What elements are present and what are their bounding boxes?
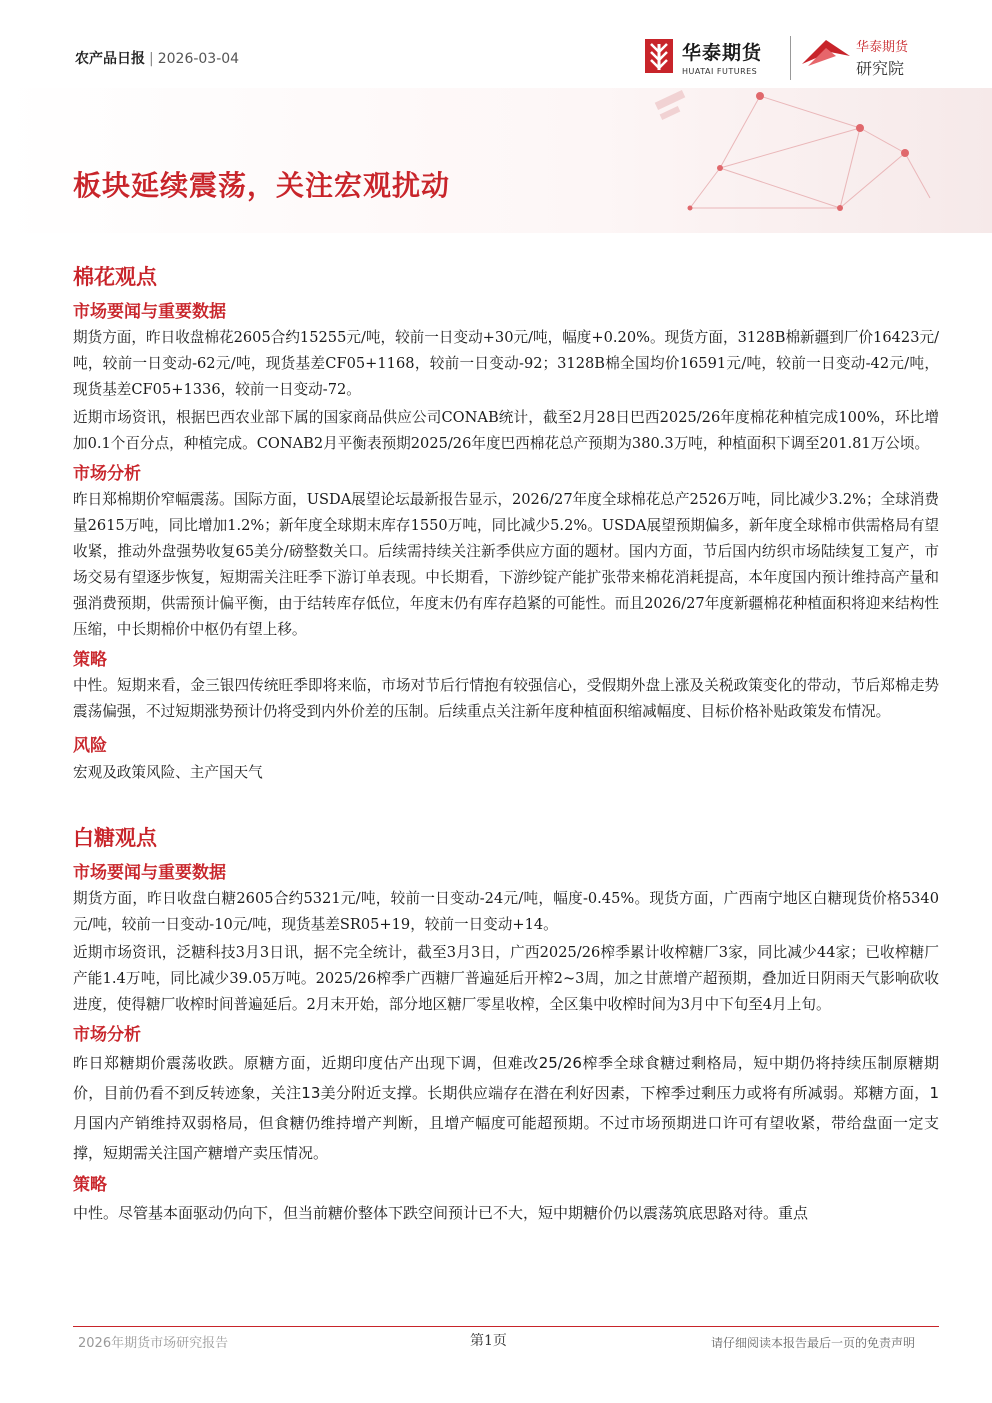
cotton-strategy-title: 策略 bbox=[73, 650, 107, 670]
page-footer bbox=[0, 1320, 992, 1360]
footer-report-name: 2026年期货市场研究报告 bbox=[78, 1336, 229, 1351]
sugar-news-paragraph-1: 期货方面，昨日收盘白糖2605合约5321元/吨，较前一日变动-24元/吨，幅度-0.45%。现货方面，广西南宁地区白糖现货价格5340元/吨，较前一日变动-10元/吨，现货基差SR05+19，较前一日变动+14。 bbox=[73, 890, 939, 933]
cotton-news-paragraph-2: 近期市场资讯，根据巴西农业部下属的国家商品供应公司CONAB统计，截至2月28日巴西2025/26年度棉花种植完成100%，环比增加0.1个百分点，种植完成。CONAB2月平衡表预期2025/26年度巴西棉花总产预期为380.3万吨，种植面积下调至201.81万公顷。 bbox=[73, 409, 939, 452]
sugar-news-paragraph-2: 近期市场资讯，泛糖科技3月3日讯，据不完全统计，截至3月3日，广西2025/26榨季累计收榨糖厂3家，同比减少44家；已收榨糖厂产能1.4万吨，同比减少39.05万吨。2025/26榨季广西糖厂普遍延后开榨2~3周，加之甘蔗增产超预期，叠加近日阴雨天气影响砍收进度，使得糖厂收榨时间普遍延后。2月末开始，部分地区糖厂零星收榨，全区集中收榨时间为3月中下旬至4月上旬。 bbox=[73, 944, 939, 1013]
huatai-logo-icon bbox=[642, 36, 676, 76]
cotton-strategy-paragraph: 中性。短期来看，金三银四传统旺季即将来临，市场对节后行情抱有较强信心，受假期外盘上涨及关税政策变化的带动，节后郑棉走势震荡偏强，不过短期涨势预计仍将受到内外价差的压制。后续重点关注新年度种植面积缩减幅度、目标价格补贴政策发布情况。 bbox=[73, 677, 939, 720]
cotton-section bbox=[73, 261, 939, 786]
report-date: 2026-03-04 bbox=[157, 51, 240, 67]
page-header bbox=[0, 0, 992, 90]
logo-english-name: HUATAI FUTURES bbox=[682, 67, 758, 76]
cotton-analysis-title: 市场分析 bbox=[73, 464, 141, 484]
report-content bbox=[73, 253, 939, 1230]
institute-name-line1: 华泰期货 bbox=[856, 40, 909, 55]
report-category-date bbox=[75, 48, 239, 68]
cotton-analysis-paragraph: 昨日郑棉期价窄幅震荡。国际方面，USDA展望论坛最新报告显示，2026/27年度全球棉花总产2526万吨，同比减少3.2%；全球消费量2615万吨，同比增加1.2%；新年度全球期末库存1550万吨，同比减少5.2%。USDA展望预期偏多，新年度全球棉市供需格局有望收紧，推动外盘强势收复65美分/磅整数关口。后续需持续关注新季供应方面的题材。国内方面，节后国内纺织市场陆续复工复产，市场交易有望逐步恢复，短期需关注旺季下游订单表现。中长期看，下游纱锭产能扩张带来棉花消耗提高，本年度国内预计维持高产量和强消费预期，供需预计偏平衡，由于结转库存低位，年度末仍有库存趋紧的可能性。而且2026/27年度新疆棉花种植面积将迎来结构性压缩，中长期棉价中枢仍有望上移。 bbox=[73, 491, 939, 638]
research-institute-logo bbox=[800, 34, 930, 84]
cotton-risk-paragraph: 宏观及政策风险、主产国天气 bbox=[73, 764, 263, 781]
footer-disclaimer-note: 请仔细阅读本报告最后一页的免责声明 bbox=[710, 1336, 915, 1350]
header-banner-graphic bbox=[0, 88, 992, 233]
footer-divider bbox=[73, 1326, 939, 1327]
report-category: 农产品日报 bbox=[75, 51, 145, 67]
cotton-section-title: 棉花观点 bbox=[73, 265, 157, 289]
research-institute-logo-icon bbox=[800, 34, 852, 70]
header-separator: | bbox=[149, 51, 154, 67]
sugar-section bbox=[73, 822, 939, 1228]
logo-chinese-name: 华泰期货 bbox=[682, 42, 763, 64]
sugar-strategy-title: 策略 bbox=[73, 1175, 107, 1195]
institute-name-line2: 研究院 bbox=[856, 59, 905, 78]
cotton-news-paragraph-1: 期货方面，昨日收盘棉花2605合约15255元/吨，较前一日变动+30元/吨，幅度+0.20%。现货方面，3128B棉新疆到厂价16423元/吨，较前一日变动-62元/吨，现货基差CF05+1168，较前一日变动-92；3128B棉全国均价16591元/吨，较前一日变动-42元/吨，现货基差CF05+1336，较前一日变动-72。 bbox=[73, 329, 939, 398]
cotton-news-title: 市场要闻与重要数据 bbox=[73, 302, 226, 322]
page-title: 板块延续震荡，关注宏观扰动 bbox=[73, 169, 451, 202]
huatai-futures-logo bbox=[642, 36, 782, 80]
sugar-analysis-paragraph: 昨日郑糖期价震荡收跌。原糖方面，近期印度估产出现下调，但难改25/26榨季全球食糖过剩格局，短中期仍将持续压制原糖期价，目前仍看不到反转迹象，关注13美分附近支撑。长期供应端存在潜在利好因素，下榨季过剩压力或将有所减弱。郑糖方面，1月国内产销维持双弱格局，但食糖仍维持增产判断，且增产幅度可能超预期。不过市场预期进口许可有望收紧，带给盘面一定支撑，短期需关注国产糖增产卖压情况。 bbox=[73, 1054, 939, 1162]
sugar-section-title: 白糖观点 bbox=[73, 826, 157, 850]
logo-divider bbox=[790, 36, 791, 80]
page-number: 第1页 bbox=[470, 1333, 507, 1349]
sugar-news-title: 市场要闻与重要数据 bbox=[73, 863, 226, 883]
sugar-analysis-title: 市场分析 bbox=[73, 1025, 141, 1045]
sugar-strategy-paragraph: 中性。尽管基本面驱动仍向下，但当前糖价整体下跌空间预计已不大，短中期糖价仍以震荡筑底思路对待。重点 bbox=[73, 1204, 809, 1222]
cotton-risk-title: 风险 bbox=[73, 736, 107, 756]
